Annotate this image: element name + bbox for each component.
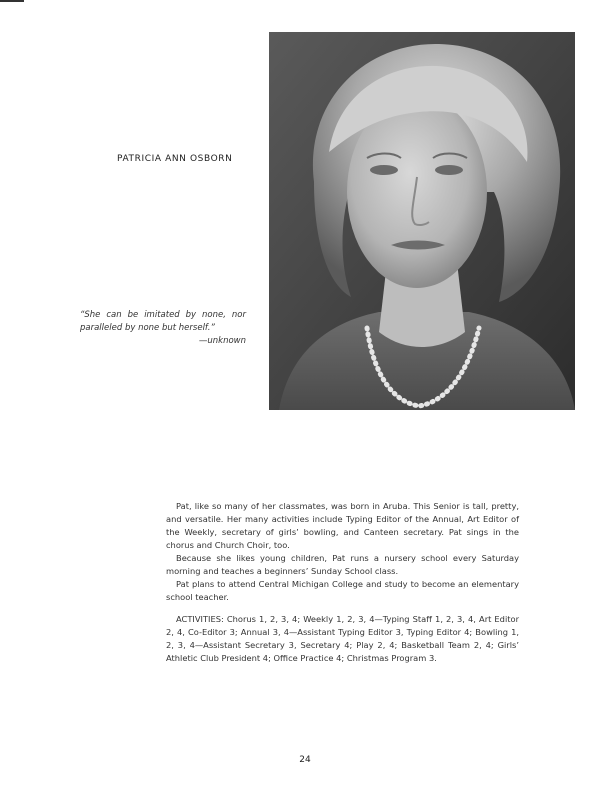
student-name: PATRICIA ANN OSBORN — [117, 154, 233, 164]
bio-paragraph: Because she likes young children, Pat runs a nursery school every Saturday morning and teaches a beginners’ Sunday School class. — [166, 553, 519, 576]
senior-quote — [80, 309, 246, 348]
portrait-photo-icon — [269, 32, 575, 410]
quote-author: —unknown — [198, 336, 246, 346]
page-number: 24 — [299, 755, 311, 765]
biography — [166, 500, 519, 665]
bio-paragraph: Pat, like so many of her classmates, was born in Aruba. This Senior is tall, pretty, and versatile. Her many activities include Typing Editor of the Annual, Art Editor of the Weekly, secretary of girls’ bowling, and Canteen secretary. Pat sings in the chorus and Church Choir, too. — [166, 501, 519, 550]
corner-mark — [0, 0, 24, 2]
bio-paragraph: Pat plans to attend Central Michigan College and study to become an elementary school teacher. — [166, 579, 519, 602]
activities-list: ACTIVITIES: Chorus 1, 2, 3, 4; Weekly 1, 2, 3, 4—Typing Staff 1, 2, 3, 4, Art Editor 2, 4, Co-Editor 3; Annual 3, 4—Assistant Typing Editor 3, Typing Editor 4; Bowling 1, 2, 3, 4—Assistant Secretary 3, Secretary 4; Play 2, 4; Basketball Team 2, 4; Girls’ Athletic Club President 4; Office Practice 4; Christmas Program 3. — [166, 614, 519, 663]
quote-text: “She can be imitated by none, nor paralleled by none but herself.” — [80, 310, 246, 333]
